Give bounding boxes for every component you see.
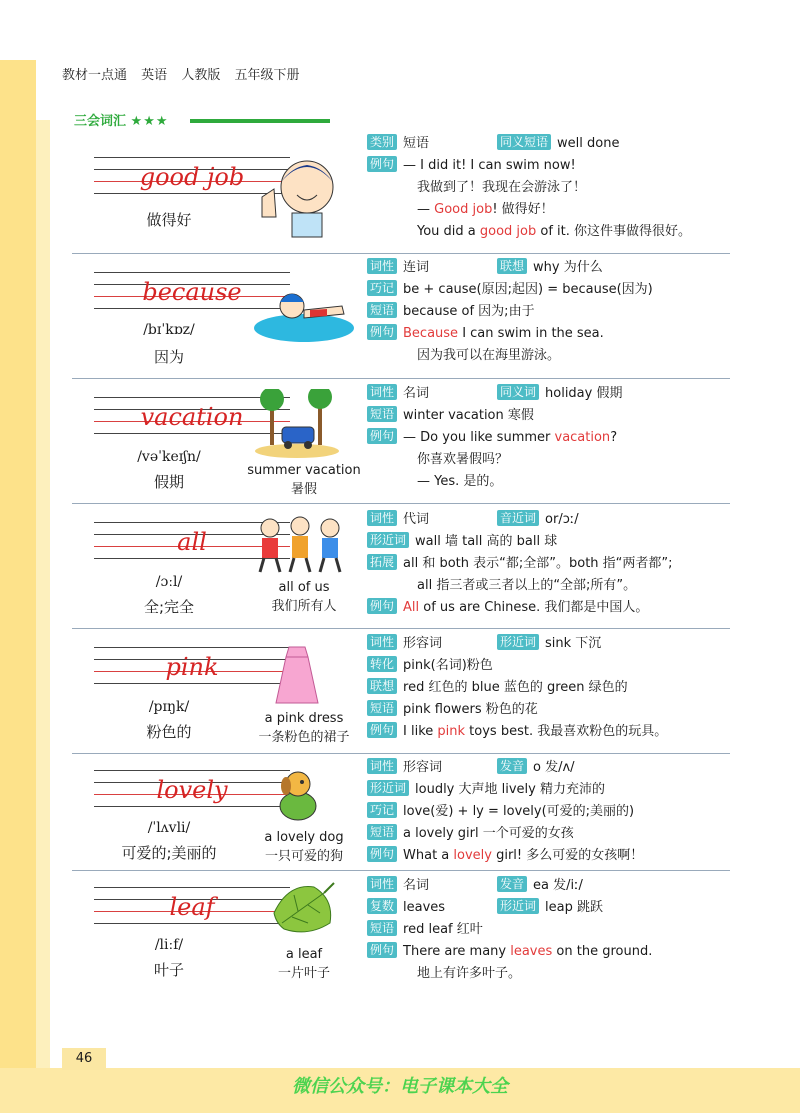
vocab-entry-good-job (72, 133, 730, 254)
detail-row: 词性 形容词 形近词 sink 下沉 (367, 634, 442, 654)
detail-row: 因为我可以在海里游泳。 (417, 348, 561, 363)
picture-caption: a lovely dog 一只可爱的狗 (264, 830, 344, 864)
entry-word: pink (165, 653, 219, 681)
picture-caption: a leaf 一片叶子 (277, 947, 330, 981)
vocab-entry-all (72, 506, 730, 629)
detail-row: 联想 red 红色的 blue 蓝色的 green 绿色的 (367, 678, 628, 698)
header-book: 教材一点通 (62, 68, 128, 83)
picture-caption: summer vacation 暑假 (247, 463, 361, 497)
vocab-entry-lovely (72, 756, 730, 871)
watermark-text: 微信公众号：电子课本大全 (292, 1076, 508, 1097)
entry-meaning: 做得好 (146, 211, 192, 229)
section-title (74, 110, 169, 129)
detail-row: 例句 Because I can swim in the sea. (367, 324, 604, 344)
vocab-entry-vacation (72, 381, 730, 504)
detail-row: 例句 There are many leaves on the ground. (367, 942, 652, 962)
section-title-text: 三会词汇 (74, 114, 127, 129)
detail-row: — Good job! 做得好！ (417, 202, 554, 217)
leaf-icon (268, 879, 338, 941)
detail-row: 词性 名词 发音 ea 发/iː/ (367, 876, 429, 896)
entry-meaning: 假期 (153, 473, 184, 491)
detail-row: You did a good job of it. 你这件事做得很好。 (417, 224, 692, 239)
entry-word: all (177, 528, 207, 556)
page-header (62, 64, 309, 83)
picture-caption: a pink dress 一条粉色的裙子 (258, 711, 350, 745)
header-edition: 人教版 (181, 68, 221, 83)
detail-row: 地上有许多叶子。 (417, 966, 522, 981)
detail-row: 巧记 be + cause(原因;起因) = because(因为) (367, 280, 653, 300)
entry-phonetic: /liːf/ (154, 937, 184, 953)
detail-row: 例句 All of us are Chinese. 我们都是中国人。 (367, 598, 648, 618)
boy-thumbs-up-icon (252, 147, 352, 247)
pink-dress-icon (272, 645, 322, 707)
detail-row: 短语 red leaf 红叶 (367, 920, 483, 940)
detail-row: 词性 形容词 发音 o 发/ʌ/ (367, 758, 442, 778)
star-rating-icon: ★★★ (130, 114, 169, 129)
swimming-boy-icon (252, 276, 357, 346)
detail-row: 形近词 wall 墙 tall 高的 ball 球 (367, 532, 557, 552)
picture-caption: all of us 我们所有人 (271, 580, 337, 614)
three-children-icon (252, 514, 348, 574)
detail-row: 形近词 loudly 大声地 lively 精力充沛的 (367, 780, 605, 800)
entry-meaning: 粉色的 (146, 723, 192, 741)
detail-row: 短语 a lovely girl 一个可爱的女孩 (367, 824, 574, 844)
detail-row: 短语 winter vacation 寒假 (367, 406, 534, 426)
entry-word: good job (139, 163, 245, 191)
detail-row: 例句 I like pink toys best. 我最喜欢粉色的玩具。 (367, 722, 667, 742)
detail-row: 类别 短语 同义短语 well done (367, 134, 429, 154)
detail-row: 例句 — Do you like summer vacation? (367, 428, 617, 448)
detail-row: 词性 连词 联想 why 为什么 (367, 258, 429, 278)
detail-row: 你喜欢暑假吗？ (417, 452, 509, 467)
detail-row: — Yes. 是的。 (417, 474, 503, 489)
page-margin-band-inner (36, 120, 50, 1113)
vocab-entry-pink (72, 631, 730, 754)
detail-row: all 指三者或三者以上的“全部;所有”。 (417, 578, 637, 593)
beach-car-icon (252, 389, 342, 459)
entry-word: leaf (169, 893, 215, 921)
detail-row: 词性 代词 音近词 or/ɔː/ (367, 510, 429, 530)
detail-row: 短语 because of 因为;由于 (367, 302, 535, 322)
entry-word: because (142, 278, 242, 306)
page-number: 46 (62, 1048, 106, 1070)
vocab-entry-because (72, 256, 730, 379)
entry-meaning: 全;完全 (143, 598, 195, 616)
entry-word: vacation (140, 403, 244, 431)
entry-phonetic: /ˈlʌvli/ (147, 820, 191, 836)
detail-row: 巧记 love(爱) + ly = lovely(可爱的;美丽的) (367, 802, 634, 822)
detail-row: 我做到了！我现在会游泳了！ (417, 180, 587, 195)
detail-row: 复数 leaves 形近词 leap 跳跃 (367, 898, 445, 918)
detail-row: 例句 — I did it! I can swim now! (367, 156, 576, 176)
entry-phonetic: /ɔːl/ (155, 574, 183, 590)
detail-row: 转化 pink(名词)粉色 (367, 656, 493, 676)
detail-row: 短语 pink flowers 粉色的花 (367, 700, 538, 720)
vocab-entry-leaf (72, 873, 730, 991)
lovely-dog-icon (268, 766, 328, 824)
section-divider (190, 119, 330, 123)
entry-word: lovely (156, 776, 228, 804)
header-grade: 五年级下册 (234, 68, 300, 83)
entry-meaning: 因为 (153, 348, 184, 366)
entry-meaning: 可爱的;美丽的 (121, 844, 217, 862)
header-subject: 英语 (141, 68, 168, 83)
page-margin-band (0, 60, 36, 1113)
detail-row: 例句 What a lovely girl! 多么可爱的女孩啊！ (367, 846, 643, 866)
detail-row: 词性 名词 同义词 holiday 假期 (367, 384, 429, 404)
entry-meaning: 叶子 (153, 961, 184, 979)
entry-phonetic: /bɪˈkɒz/ (143, 322, 195, 338)
detail-row: 拓展 all 和 both 表示“都;全部”。both 指“两者都”; (367, 554, 673, 574)
entry-phonetic: /vəˈkeɪʃn/ (137, 449, 201, 465)
entry-phonetic: /pɪŋk/ (148, 699, 190, 715)
